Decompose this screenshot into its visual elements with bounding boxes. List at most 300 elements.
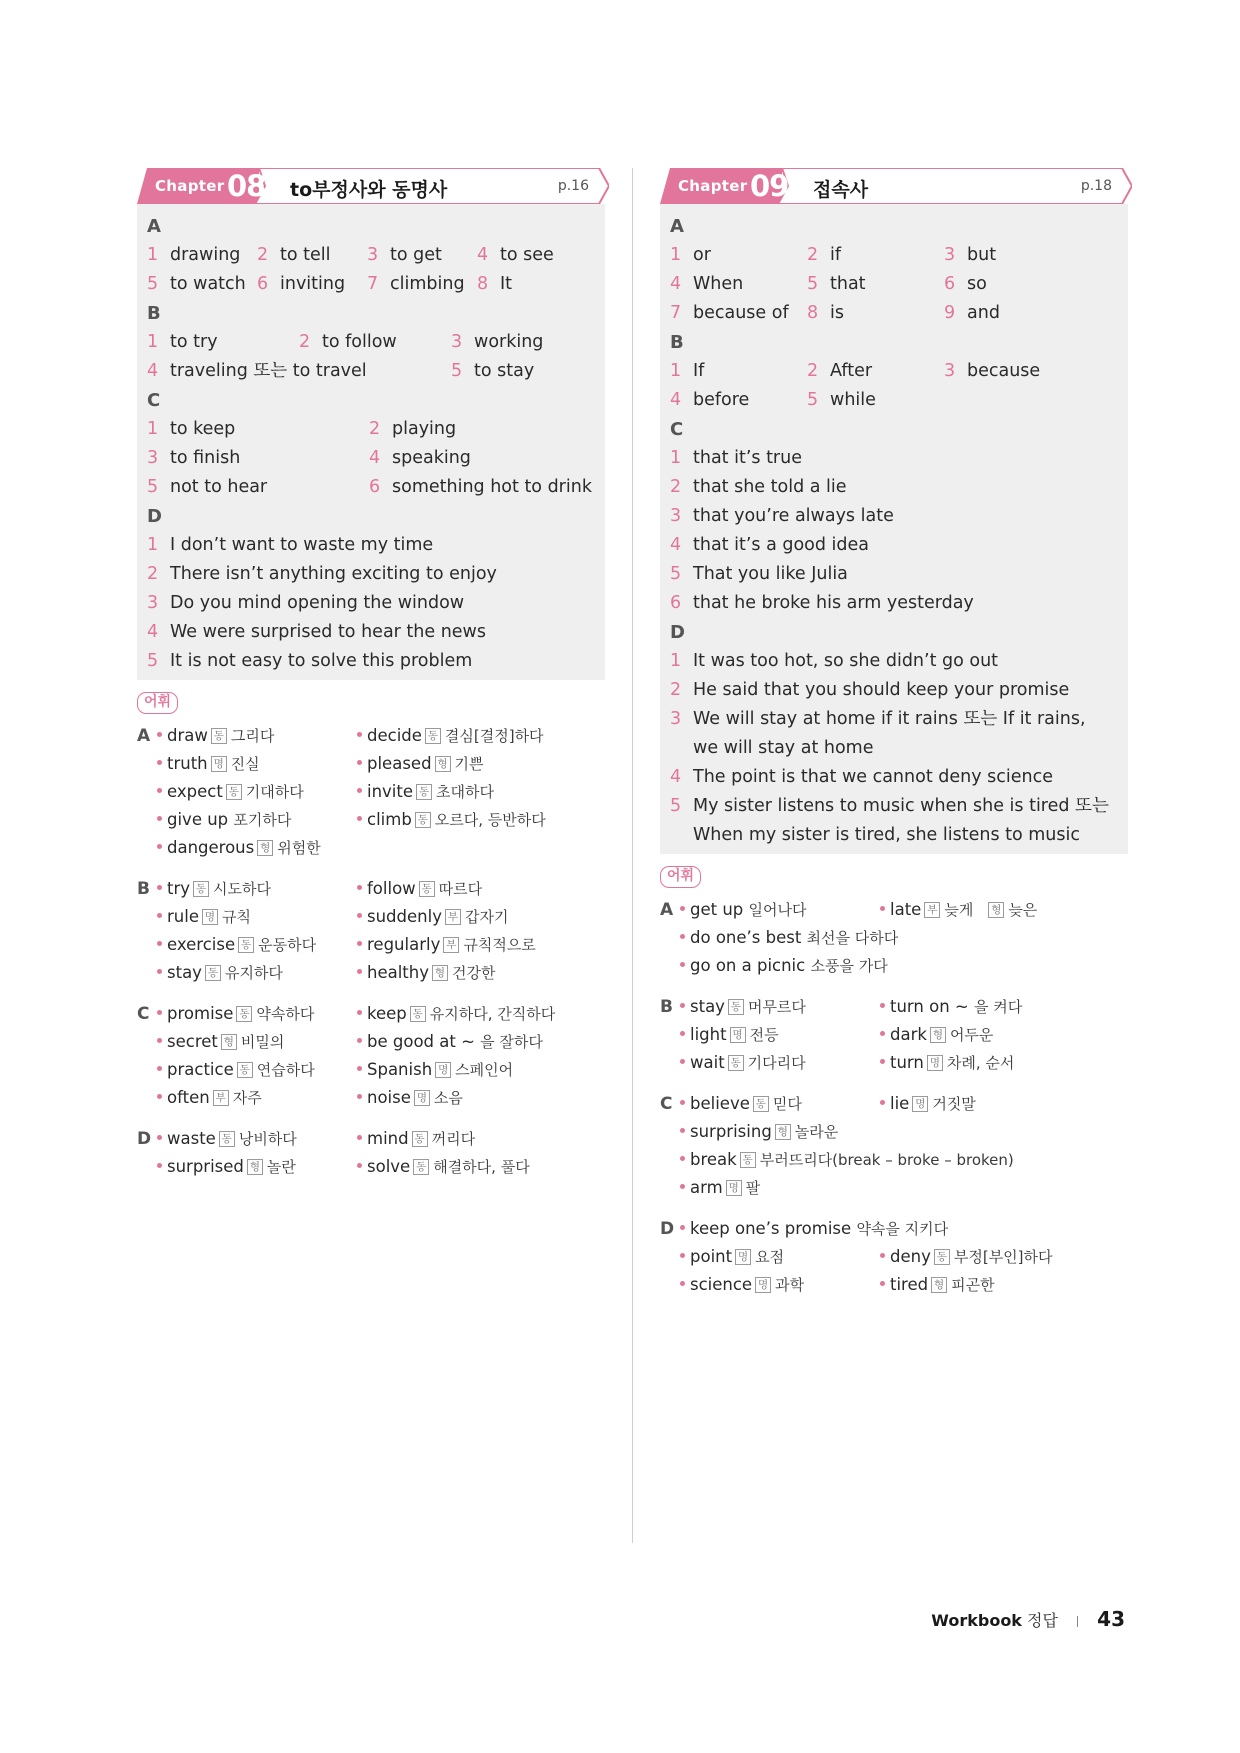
- answer-item: [670, 531, 869, 560]
- vocab-meaning: 을 켜다: [974, 998, 1023, 1016]
- vocab-meaning: 기쁜: [454, 755, 484, 773]
- vocab-word: suddenly: [367, 907, 442, 926]
- vocab-meaning: 소풍을 가다: [810, 957, 888, 975]
- vocab-word: Spanish: [367, 1060, 433, 1079]
- answer-number: 1: [670, 245, 682, 265]
- vocab-word: do one’s best: [690, 928, 802, 947]
- part-of-speech-badge: 명: [730, 1027, 746, 1043]
- part-of-speech-badge: 부: [443, 937, 459, 953]
- answer-text: It: [500, 274, 513, 294]
- vocab-row: [660, 1174, 1132, 1202]
- vocab-word: often: [167, 1088, 210, 1107]
- answer-row: [670, 386, 1128, 415]
- answer-number: 9: [944, 303, 956, 323]
- answer-text: He said that you should keep your promise: [693, 680, 1070, 700]
- part-of-speech-badge: 동: [205, 965, 221, 981]
- vocab-meaning: 위험한: [277, 839, 321, 857]
- answer-number: 2: [670, 680, 682, 700]
- answer-item: [807, 270, 866, 299]
- answer-item: [807, 241, 841, 270]
- vocab-list: [660, 896, 1132, 1299]
- answer-text: because of: [693, 303, 789, 323]
- vocab-meaning: 유지하다, 간직하다: [429, 1005, 556, 1023]
- part-of-speech-badge: 형: [247, 1159, 263, 1175]
- section-letter: A: [670, 216, 684, 237]
- answer-text: to watch: [170, 274, 246, 294]
- answer-text: drawing: [170, 245, 241, 265]
- section-letter: A: [147, 216, 161, 237]
- section-letter: B: [147, 303, 161, 324]
- vocab-word: light: [690, 1025, 727, 1044]
- vocab-row: [137, 834, 609, 862]
- vocab-word: dark: [890, 1025, 927, 1044]
- part-of-speech-badge: 부: [213, 1090, 229, 1106]
- answer-text: We were surprised to hear the news: [170, 622, 486, 642]
- vocab-word: rule: [167, 907, 199, 926]
- answer-row: [670, 299, 1128, 328]
- answer-number: 8: [477, 274, 489, 294]
- answer-item: [147, 589, 464, 618]
- answer-row: [147, 415, 605, 444]
- vocab-item: [880, 1090, 976, 1118]
- vocab-item: [157, 1084, 262, 1112]
- vocab-meaning: 놀라운: [794, 1123, 839, 1141]
- vocab-item: [157, 778, 304, 806]
- answer-item: [670, 299, 789, 328]
- vocab-item: [680, 1271, 804, 1299]
- vocab-word: solve: [367, 1157, 411, 1176]
- answer-row: [670, 560, 1128, 589]
- bullet-dot-icon: [357, 969, 362, 974]
- vocab-word: healthy: [367, 963, 429, 982]
- bullet-dot-icon: [680, 1184, 685, 1189]
- answer-number: 5: [451, 361, 463, 381]
- answer-row: [670, 647, 1128, 676]
- vocab-meaning: 갑자기: [464, 908, 509, 926]
- vocab-item: [680, 993, 806, 1021]
- vocab-word: science: [690, 1275, 753, 1294]
- answer-text: speaking: [392, 448, 471, 468]
- answer-row: [147, 531, 605, 560]
- vocab-item: [357, 931, 536, 959]
- vocab-meaning: 자주: [232, 1089, 262, 1107]
- vocab-item: [357, 1084, 463, 1112]
- part-of-speech-badge: 부: [924, 902, 940, 918]
- footer-workbook: Workbook: [931, 1611, 1022, 1630]
- vocab-item: [680, 952, 888, 980]
- answer-item: [369, 473, 592, 502]
- answer-item: [670, 270, 743, 299]
- answer-text: to try: [170, 332, 218, 352]
- answer-number: 5: [670, 564, 682, 584]
- answer-number: 3: [367, 245, 379, 265]
- answer-number: 5: [147, 651, 159, 671]
- answer-item: [944, 270, 987, 299]
- bullet-dot-icon: [357, 913, 362, 918]
- bullet-dot-icon: [880, 1253, 885, 1258]
- vocab-item: [157, 903, 251, 931]
- part-of-speech-badge: 동: [415, 812, 431, 828]
- part-of-speech-badge: 동: [237, 1062, 253, 1078]
- vocab-word: invite: [367, 782, 414, 801]
- vocab-group-letter: B: [660, 997, 673, 1017]
- answer-item: [147, 444, 240, 473]
- part-of-speech-badge: 동: [410, 1006, 426, 1022]
- vocab-item: [680, 1215, 948, 1243]
- answer-number: 5: [147, 274, 159, 294]
- bullet-dot-icon: [680, 1225, 685, 1230]
- bullet-dot-icon: [880, 906, 885, 911]
- vocab-row: [137, 778, 609, 806]
- vocab-word: try: [167, 879, 191, 898]
- answer-text: My sister listens to music when she is tired 또는: [693, 796, 1109, 816]
- answer-row: [147, 241, 605, 270]
- vocab-word: follow: [367, 879, 416, 898]
- answer-row: [670, 473, 1128, 502]
- vocab-meaning: 최선을 다하다: [806, 929, 899, 947]
- part-of-speech-badge: 동: [219, 1131, 235, 1147]
- vocab-word: stay: [690, 997, 725, 1016]
- vocab-group-letter: D: [137, 1129, 152, 1149]
- answer-item: [369, 415, 456, 444]
- answer-item: [451, 328, 543, 357]
- answer-item: [670, 502, 894, 531]
- answer-row: [670, 763, 1128, 792]
- chapter-title: to부정사와 동명사: [290, 179, 448, 201]
- part-of-speech-badge: 동: [211, 728, 227, 744]
- vocab-word: surprising: [690, 1122, 772, 1141]
- vocab-meaning: 유지하다: [224, 964, 283, 982]
- answer-text: climbing: [390, 274, 465, 294]
- answer-text: is: [830, 303, 844, 323]
- vocab-row: [137, 1028, 609, 1056]
- vocab-meaning: 팔: [745, 1179, 761, 1197]
- footer-separator: [1077, 1616, 1078, 1627]
- answer-item: [147, 415, 235, 444]
- answer-number: 1: [670, 651, 682, 671]
- vocab-word: get up: [690, 900, 744, 919]
- answer-item: [257, 270, 345, 299]
- answer-number: 5: [807, 390, 819, 410]
- vocab-meaning: 오르다, 등반하다: [434, 811, 546, 829]
- vocab-row: [660, 924, 1132, 952]
- vocab-row: [137, 903, 609, 931]
- page-footer: [931, 1604, 1125, 1634]
- answer-number: 7: [367, 274, 379, 294]
- bullet-dot-icon: [880, 1003, 885, 1008]
- vocab-meaning: 기대하다: [245, 783, 304, 801]
- section-letter: D: [670, 622, 685, 643]
- vocab-meaning: 낭비하다: [238, 1130, 297, 1148]
- vocab-word: stay: [167, 963, 202, 982]
- vocab-item: [157, 1125, 297, 1153]
- bullet-dot-icon: [357, 1135, 362, 1140]
- bullet-dot-icon: [880, 1031, 885, 1036]
- answer-number: 5: [147, 477, 159, 497]
- answer-text: to tell: [280, 245, 331, 265]
- vocab-item: [157, 1056, 315, 1084]
- answer-text: if: [830, 245, 842, 265]
- vocab-row: [137, 931, 609, 959]
- part-of-speech-badge: 형: [931, 1277, 947, 1293]
- answer-number: 2: [807, 361, 819, 381]
- answer-row: [147, 473, 605, 502]
- answer-number: 2: [807, 245, 819, 265]
- part-of-speech-badge: 동: [226, 784, 242, 800]
- bullet-dot-icon: [680, 1031, 685, 1036]
- answer-number: 1: [670, 448, 682, 468]
- answer-item: [299, 328, 397, 357]
- answer-item: [367, 241, 442, 270]
- answer-item: [147, 531, 433, 560]
- vocab-word: decide: [367, 726, 422, 745]
- vocab-group-letter: D: [660, 1219, 675, 1239]
- vocab-group: [660, 896, 1132, 980]
- vocab-row: [137, 1056, 609, 1084]
- vocab-item: [357, 722, 544, 750]
- answer-text: to get: [390, 245, 442, 265]
- vocab-item: [157, 1028, 284, 1056]
- vocab-item: [680, 1118, 838, 1146]
- vocab-meaning: 시도하다: [213, 880, 271, 898]
- answer-item: [257, 241, 330, 270]
- vocab-meaning: 부러뜨리다(break – broke – broken): [759, 1151, 1014, 1169]
- answer-text: and: [967, 303, 1000, 323]
- bullet-dot-icon: [357, 816, 362, 821]
- answer-text: to stay: [474, 361, 535, 381]
- vocab-meaning: 결심[결정]하다: [444, 727, 544, 745]
- part-of-speech-badge: 동: [412, 1131, 428, 1147]
- vocab-word: turn on ~: [890, 997, 969, 1016]
- bullet-dot-icon: [157, 969, 162, 974]
- answer-text: inviting: [280, 274, 346, 294]
- chapter-page-ref: p.18: [1080, 178, 1112, 194]
- vocab-row: [137, 1000, 609, 1028]
- vocab-item: [357, 1153, 530, 1181]
- answer-box: [137, 204, 605, 680]
- bullet-dot-icon: [680, 1128, 685, 1133]
- bullet-dot-icon: [157, 1066, 162, 1071]
- vocab-item: [680, 1174, 760, 1202]
- answer-number: 5: [670, 796, 682, 816]
- section-letter: D: [147, 506, 162, 527]
- bullet-dot-icon: [357, 1038, 362, 1043]
- answer-row: [670, 589, 1128, 618]
- answer-number: 4: [670, 274, 682, 294]
- vocab-word: deny: [890, 1247, 931, 1266]
- part-of-speech-badge: 동: [753, 1096, 769, 1112]
- bullet-dot-icon: [157, 760, 162, 765]
- bullet-dot-icon: [357, 1066, 362, 1071]
- answer-text: or: [693, 245, 711, 265]
- bullet-dot-icon: [357, 885, 362, 890]
- answer-text: I don’t want to waste my time: [170, 535, 434, 555]
- answer-number: 7: [670, 303, 682, 323]
- part-of-speech-badge: 동: [728, 999, 744, 1015]
- part-of-speech-badge: 부: [445, 909, 461, 925]
- vocab-group-letter: A: [660, 900, 674, 920]
- part-of-speech-badge: 명: [755, 1277, 771, 1293]
- answer-text: because: [967, 361, 1041, 381]
- vocab-meaning: 따르다: [438, 880, 483, 898]
- section-letter: C: [670, 419, 684, 440]
- vocab-item: [680, 1090, 802, 1118]
- vocab-group-letter: A: [137, 726, 151, 746]
- answer-row: [147, 444, 605, 473]
- vocab-group: [660, 1215, 1132, 1299]
- vocab-word: mind: [367, 1129, 409, 1148]
- vocab-word: secret: [167, 1032, 218, 1051]
- vocab-item: [157, 1153, 296, 1181]
- answer-number: 4: [670, 535, 682, 555]
- bullet-dot-icon: [357, 760, 362, 765]
- vocab-item: [157, 875, 271, 903]
- answer-number: 4: [477, 245, 489, 265]
- vocab-meaning: 스페인어: [455, 1061, 514, 1079]
- vocab-row: [137, 1153, 609, 1181]
- part-of-speech-badge: 동: [425, 728, 441, 744]
- vocab-meaning: 어두운: [949, 1026, 994, 1044]
- part-of-speech-badge: 형: [930, 1027, 946, 1043]
- answer-number: 4: [369, 448, 381, 468]
- left-column: [137, 168, 609, 1181]
- part-of-speech-badge: 동: [416, 784, 432, 800]
- answer-item: [367, 270, 465, 299]
- vocab-item: [357, 806, 546, 834]
- vocab-meaning: 늦은: [1008, 901, 1038, 919]
- vocab-group-letter: B: [137, 879, 150, 899]
- answer-text: to keep: [170, 419, 236, 439]
- vocab-item: [157, 931, 316, 959]
- part-of-speech-badge: 형: [432, 965, 448, 981]
- part-of-speech-badge: 동: [413, 1159, 429, 1175]
- vocab-word: tired: [890, 1275, 929, 1294]
- bullet-dot-icon: [680, 1281, 685, 1286]
- answer-text: It was too hot, so she didn’t go out: [693, 651, 999, 671]
- vocab-meaning: 그리다: [230, 727, 275, 745]
- vocab-word: lie: [890, 1094, 910, 1113]
- vocab-meaning: 약속하다: [256, 1005, 315, 1023]
- answer-text: playing: [392, 419, 457, 439]
- part-of-speech-badge: 동: [728, 1055, 744, 1071]
- answer-item: [147, 560, 497, 589]
- bullet-dot-icon: [157, 1135, 162, 1140]
- part-of-speech-badge: 명: [202, 909, 218, 925]
- answer-row: [147, 589, 605, 618]
- vocab-item: [157, 722, 274, 750]
- answer-text: There isn’t anything exciting to enjoy: [170, 564, 497, 584]
- vocab-word: practice: [167, 1060, 234, 1079]
- answer-item: [670, 647, 998, 676]
- vocab-meaning: 비밀의: [240, 1033, 285, 1051]
- vocab-meaning: 을 잘하다: [480, 1033, 543, 1051]
- answer-continuation: When my sister is tired, she listens to music: [693, 825, 1080, 845]
- vocab-group-letter: C: [660, 1094, 673, 1114]
- vocab-meaning: 부정[부인]하다: [953, 1248, 1053, 1266]
- vocab-item: [357, 1000, 555, 1028]
- bullet-dot-icon: [680, 1253, 685, 1258]
- part-of-speech-badge: 동: [419, 881, 435, 897]
- vocab-group: [137, 1125, 609, 1181]
- answer-number: 3: [670, 506, 682, 526]
- answer-number: 6: [369, 477, 381, 497]
- vocab-word: late: [890, 900, 922, 919]
- vocab-word: give up: [167, 810, 229, 829]
- answer-item: [451, 357, 534, 386]
- vocab-word: keep one’s promise: [690, 1219, 852, 1238]
- vocab-list: [137, 722, 609, 1181]
- vocab-meaning: 약속을 지키다: [856, 1220, 949, 1238]
- answer-number: 6: [670, 593, 682, 613]
- answer-text: traveling 또는 to travel: [170, 361, 367, 381]
- answer-number: 4: [670, 767, 682, 787]
- part-of-speech-badge: 형: [988, 902, 1004, 918]
- answer-number: 3: [670, 709, 682, 729]
- vocab-item: [880, 1049, 1014, 1077]
- answer-item: [147, 328, 218, 357]
- vocab-group-letter: C: [137, 1004, 150, 1024]
- bullet-dot-icon: [357, 1010, 362, 1015]
- chapter-header: [137, 168, 609, 204]
- vocab-word: break: [690, 1150, 737, 1169]
- answer-row: [670, 531, 1128, 560]
- vocab-item: [680, 1021, 779, 1049]
- vocab-label: 어휘: [660, 866, 701, 888]
- answer-item: [670, 357, 704, 386]
- vocab-item: [357, 903, 508, 931]
- bullet-dot-icon: [157, 816, 162, 821]
- section-letter: B: [670, 332, 684, 353]
- right-column: [660, 168, 1132, 1299]
- vocab-group: [660, 1090, 1132, 1202]
- part-of-speech-badge: 명: [735, 1249, 751, 1265]
- bullet-dot-icon: [357, 1094, 362, 1099]
- section-letter: C: [147, 390, 161, 411]
- answer-item: [807, 357, 872, 386]
- bullet-dot-icon: [880, 1059, 885, 1064]
- answer-text: to follow: [322, 332, 397, 352]
- part-of-speech-badge: 동: [193, 881, 209, 897]
- answer-row: [670, 705, 1128, 734]
- answer-text: while: [830, 390, 876, 410]
- vocab-item: [357, 1056, 513, 1084]
- answer-number: 5: [807, 274, 819, 294]
- answer-row: [670, 792, 1128, 821]
- answer-text: Do you mind opening the window: [170, 593, 465, 613]
- part-of-speech-badge: 동: [934, 1249, 950, 1265]
- vocab-word: draw: [167, 726, 208, 745]
- vocab-item: [680, 1146, 1014, 1174]
- vocab-meaning: 운동하다: [258, 936, 317, 954]
- part-of-speech-badge: 동: [236, 1006, 252, 1022]
- answer-number: 4: [670, 390, 682, 410]
- answer-item: [477, 241, 554, 270]
- vocab-item: [880, 1271, 995, 1299]
- answer-text: That you like Julia: [693, 564, 848, 584]
- answer-text: The point is that we cannot deny science: [693, 767, 1053, 787]
- vocab-item: [357, 750, 484, 778]
- answer-number: 1: [147, 535, 159, 555]
- vocab-meaning: 꺼리다: [431, 1130, 476, 1148]
- vocab-meaning: 차례, 순서: [946, 1054, 1015, 1072]
- vocab-meaning: 거짓말: [932, 1095, 976, 1113]
- vocab-word: regularly: [367, 935, 441, 954]
- vocab-row: [137, 959, 609, 987]
- vocab-meaning: 머무르다: [747, 998, 806, 1016]
- answer-number: 2: [257, 245, 269, 265]
- answer-item: [944, 299, 1000, 328]
- answer-item: [670, 444, 802, 473]
